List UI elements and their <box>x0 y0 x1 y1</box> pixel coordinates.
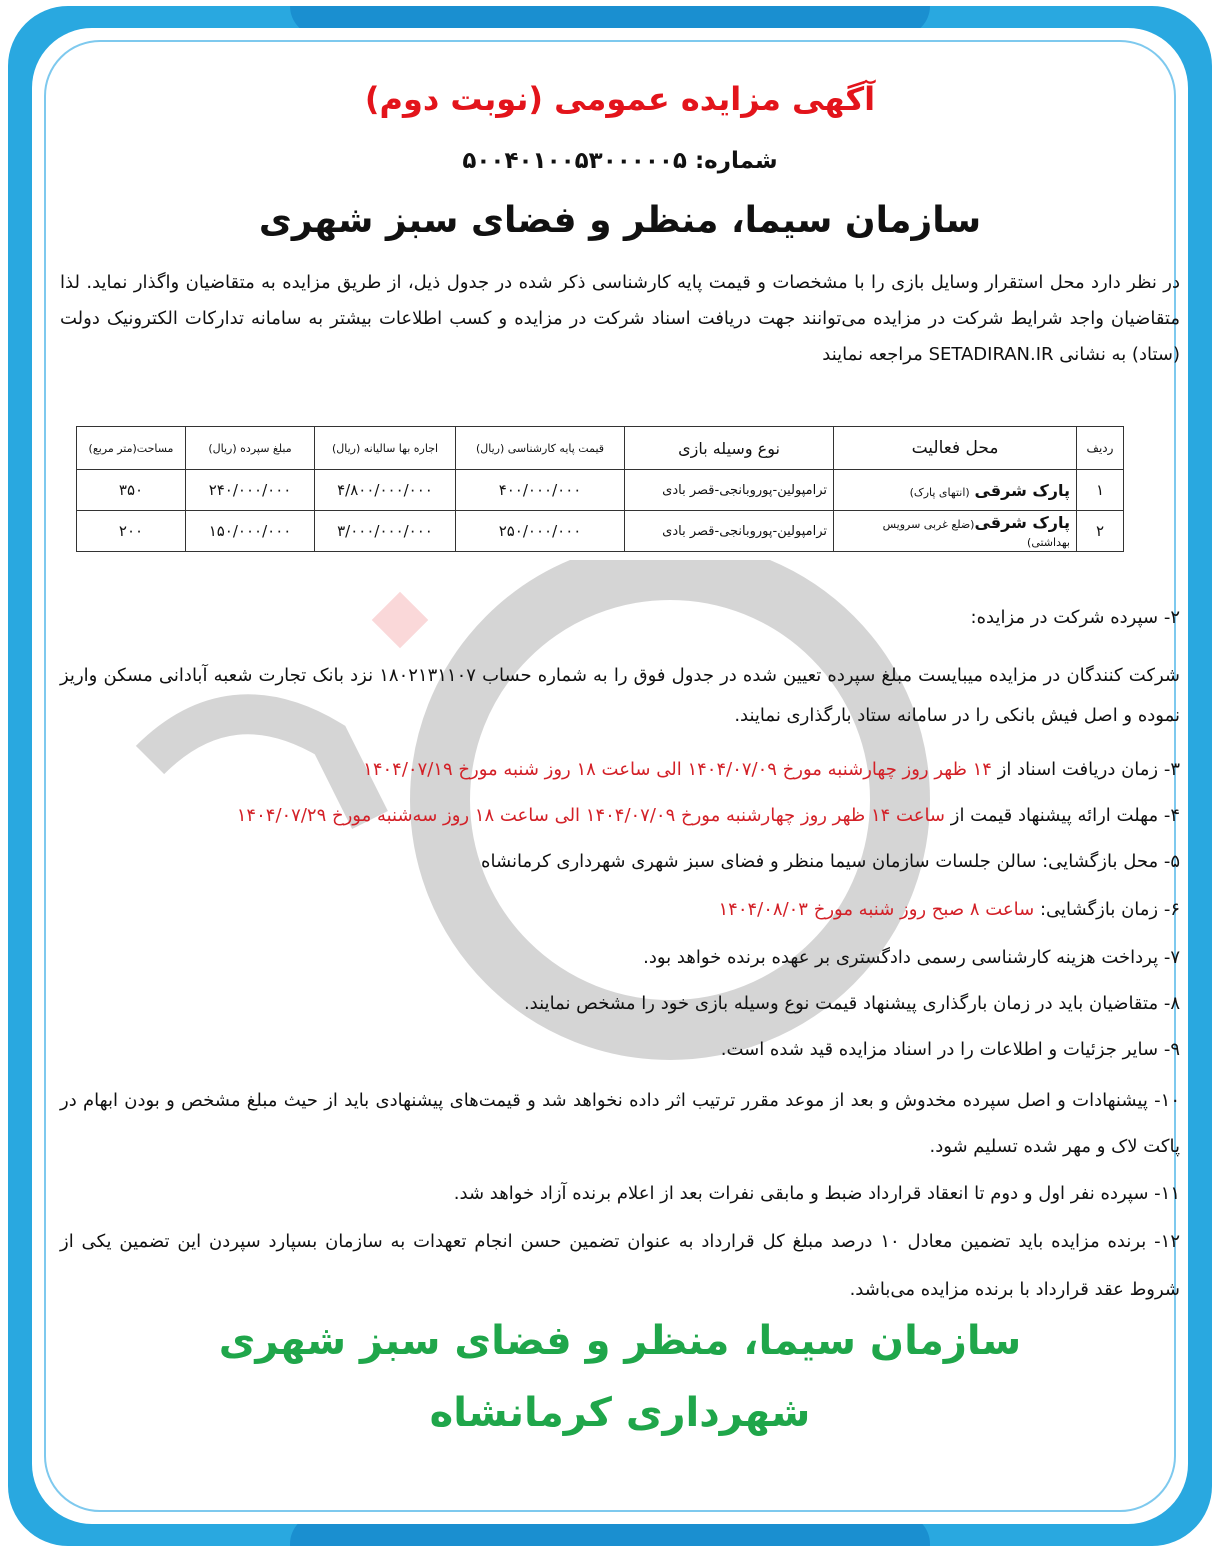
item-9: ۹- سایر جزئیات و اطلاعات را در اسناد مزایده قید شده است. <box>720 1039 1180 1060</box>
item-4-dates: ساعت ۱۴ ظهر روز چهارشنبه مورخ ۱۴۰۴/۰۷/۰۹ الی ساعت ۱۸ روز سه‌شنبه مورخ ۱۴۰۴/۰۷/۲۹ <box>236 805 946 826</box>
cell-base-price: ۴۰۰/۰۰۰/۰۰۰ <box>456 470 625 511</box>
cell-base-price: ۲۵۰/۰۰۰/۰۰۰ <box>456 511 625 552</box>
item-5: ۵- محل بازگشایی: سالن جلسات سازمان سیما منظر و فضای سبز شهری شهرداری کرمانشاه <box>481 851 1180 872</box>
item-7: ۷- پرداخت هزینه کارشناسی رسمی دادگستری بر عهده برنده خواهد بود. <box>643 947 1180 968</box>
organization-name: سازمان سیما، منظر و فضای سبز شهری <box>258 200 982 241</box>
announcement-number: شماره: ۵۰۰۴۰۱۰۰۵۳۰۰۰۰۰۵ <box>462 148 778 174</box>
item-8: ۸- متقاضیان باید در زمان بارگذاری پیشنهاد قیمت نوع وسیله بازی خود را مشخص نمایند. <box>523 993 1180 1014</box>
footer-municipality: شهرداری کرمانشاه <box>429 1390 811 1436</box>
cell-device: ترامپولین-پوروبانجی-قصر بادی <box>625 470 834 511</box>
cell-deposit: ۱۵۰/۰۰۰/۰۰۰ <box>186 511 315 552</box>
item-2-body: شرکت کنندگان در مزایده میبایست مبلغ سپرده تعیین شده در جدول فوق را به شماره حساب ۱۸۰۲۱۳۱۱۰۷ نزد بانک تجارت شعبه آبادانی مسکن واریز نموده و اصل فیش بانکی را در سامانه ستاد بارگذاری نمایند. <box>60 665 1180 726</box>
th-deposit: مبلغ سپرده (ریال) <box>186 427 315 470</box>
item-6-date: ساعت ۸ صبح روز شنبه مورخ ۱۴۰۴/۰۸/۰۳ <box>718 899 1035 920</box>
footer-organization: سازمان سیما، منظر و فضای سبز شهری <box>218 1318 1022 1364</box>
location-name: پارک شرقی <box>974 480 1070 500</box>
announcement-content <box>60 70 1180 1510</box>
item-3-dates: ۱۴ ظهر روز چهارشنبه مورخ ۱۴۰۴/۰۷/۰۹ الی ساعت ۱۸ روز شنبه مورخ ۱۴۰۴/۰۷/۱۹ <box>363 759 992 780</box>
item-10: ۱۰- پیشنهادات و اصل سپرده مخدوش و بعد از موعد مقرر ترتیب اثر داده نخواهد شد و قیمت‌های پیشنهادی باید از حیث مبلغ مشخص و بودن ابهام در پاکت لاک و مهر شده تسلیم شود. <box>60 1090 1180 1157</box>
cell-location <box>834 470 1077 511</box>
item-11: ۱۱- سپرده نفر اول و دوم تا انعقاد قرارداد ضبط و مابقی نفرات بعد از اعلام برنده آزاد خواهد شد. <box>453 1183 1180 1204</box>
cell-area: ۲۰۰ <box>77 511 186 552</box>
th-location: محل فعالیت <box>834 427 1077 470</box>
cell-row: ۱ <box>1077 470 1124 511</box>
th-annual-rent: اجاره بها سالیانه (ریال) <box>315 427 456 470</box>
intro-paragraph: در نظر دارد محل استقرار وسایل بازی را با مشخصات و قیمت پایه کارشناسی ذکر شده در جدول ذیل، از طریق مزایده به متقاضیان واگذار نماید. لذا متقاضیان واجد شرایط شرکت در مزایده می‌توانند جهت دریافت اسناد شرکت در مزایده و کسب اطلاعات بیشتر به سامانه تدارکات الکترونیک دولت (ستاد) به نشانی SETADIRAN.IR مراجعه نمایند <box>60 272 1180 365</box>
th-row: ردیف <box>1077 427 1124 470</box>
item-4-prefix: ۴- مهلت ارائه پیشنهاد قیمت از <box>950 805 1180 826</box>
cell-deposit: ۲۴۰/۰۰۰/۰۰۰ <box>186 470 315 511</box>
cell-annual-rent: ۴/۸۰۰/۰۰۰/۰۰۰ <box>315 470 456 511</box>
location-detail: (انتهای پارک) <box>909 485 970 499</box>
item-3 <box>60 750 1180 790</box>
item-2-title: ۲- سپرده شرکت در مزایده: <box>970 607 1180 628</box>
th-device: نوع وسیله بازی <box>625 427 834 470</box>
cell-annual-rent: ۳/۰۰۰/۰۰۰/۰۰۰ <box>315 511 456 552</box>
cell-area: ۳۵۰ <box>77 470 186 511</box>
cell-row: ۲ <box>1077 511 1124 552</box>
item-12: ۱۲- برنده مزایده باید تضمین معادل ۱۰ درصد مبلغ کل قرارداد به عنوان تضمین حسن انجام تعهدات به سازمان بسپارد سپردن این تضمین یکی از شروط عقد قرارداد با برنده مزایده می‌باشد. <box>60 1231 1180 1300</box>
table-row <box>77 470 1124 511</box>
cell-device: ترامپولین-پوروبانجی-قصر بادی <box>625 511 834 552</box>
location-detail: (ضلع غربی سرویس بهداشتی) <box>882 517 1070 549</box>
item-3-prefix: ۳- زمان دریافت اسناد از <box>997 759 1180 780</box>
th-base-price: قیمت پایه کارشناسی (ریال) <box>456 427 625 470</box>
item-6-prefix: ۶- زمان بازگشایی: <box>1039 899 1180 920</box>
auction-table <box>76 426 1124 552</box>
location-name: پارک شرقی <box>974 512 1070 532</box>
table-header-row <box>77 427 1124 470</box>
th-area: مساحت(متر مربع) <box>77 427 186 470</box>
item-6 <box>60 890 1180 930</box>
announcement-title: آگهی مزایده عمومی (نوبت دوم) <box>364 80 876 118</box>
table-row <box>77 511 1124 552</box>
cell-location <box>834 511 1077 552</box>
item-4 <box>60 796 1180 836</box>
